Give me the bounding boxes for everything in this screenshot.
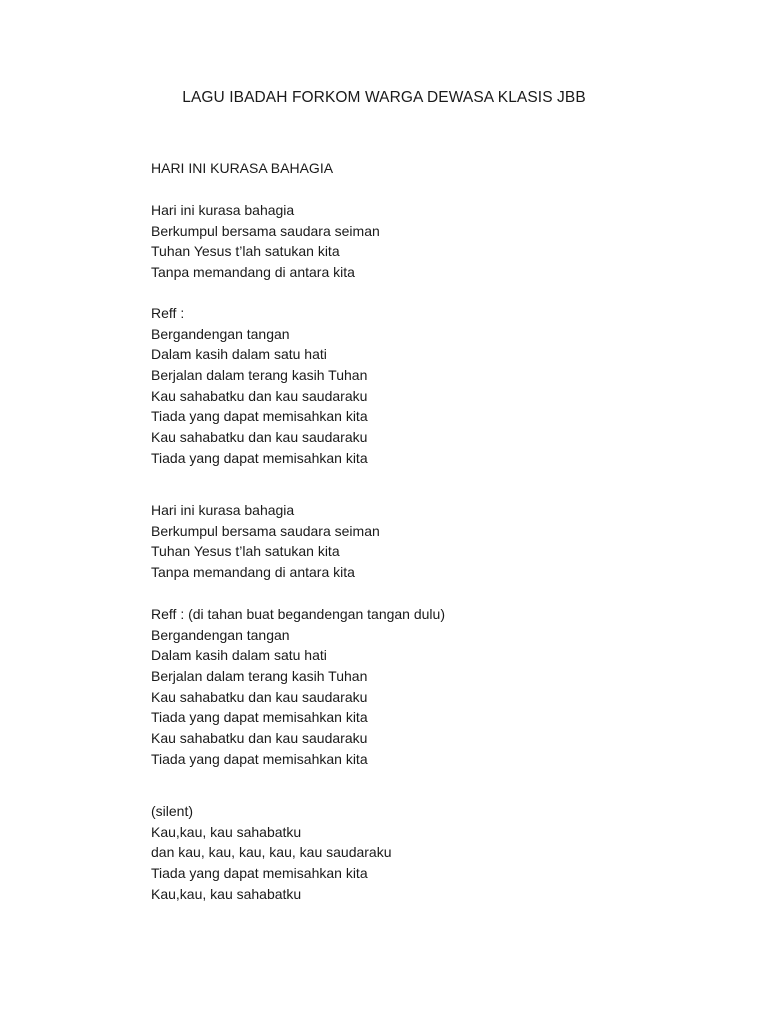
lyric-line: dan kau, kau, kau, kau, kau saudaraku [151, 844, 392, 861]
lyric-line: Reff : (di tahan buat begandengan tangan dulu) [151, 606, 445, 622]
lyric-line: (silent) [151, 803, 194, 819]
lyric-line: Berkumpul bersama saudara seiman [151, 522, 380, 539]
lyric-line: Kau sahabatku dan kau saudaraku [151, 387, 368, 404]
lyric-line: Tuhan Yesus t’lah satukan kita [151, 543, 340, 560]
lyric-line: Tuhan Yesus t’lah satukan kita [151, 243, 340, 260]
lyric-line: Tanpa memandang di antara kita [151, 264, 355, 281]
lyric-line: Kau,kau, kau sahabatku [151, 823, 302, 840]
lyric-line: Berjalan dalam terang kasih Tuhan [151, 668, 368, 685]
lyric-line: Tiada yang dapat memisahkan kita [151, 449, 368, 466]
lyric-line: Kau,kau, kau sahabatku [151, 885, 302, 902]
lyric-line: Kau sahabatku dan kau saudaraku [151, 429, 368, 446]
stanza-silent-ending [151, 801, 392, 904]
lyric-line: Kau sahabatku dan kau saudaraku [151, 688, 368, 705]
lyric-line: Tiada yang dapat memisahkan kita [151, 750, 368, 767]
lyric-line: Dalam kasih dalam satu hati [151, 346, 327, 363]
stanza-verse-1 [151, 200, 380, 283]
lyric-line: Tiada yang dapat memisahkan kita [151, 865, 368, 882]
lyric-line: Berkumpul bersama saudara seiman [151, 222, 380, 239]
stanza-verse-2 [151, 500, 380, 583]
lyric-line: Hari ini kurasa bahagia [151, 202, 295, 218]
stanza-chorus-1 [151, 303, 368, 469]
lyric-line: Tiada yang dapat memisahkan kita [151, 709, 368, 726]
lyric-line: Berjalan dalam terang kasih Tuhan [151, 367, 368, 384]
document-title: LAGU IBADAH FORKOM WARGA DEWASA KLASIS JBB [182, 89, 586, 106]
lyric-line: Dalam kasih dalam satu hati [151, 647, 327, 664]
lyric-line: Hari ini kurasa bahagia [151, 502, 295, 518]
lyric-line: Bergandengan tangan [151, 325, 290, 342]
song-title: HARI INI KURASA BAHAGIA [151, 160, 334, 176]
lyric-line: Kau sahabatku dan kau saudaraku [151, 730, 368, 747]
lyric-line: Bergandengan tangan [151, 626, 290, 643]
lyric-line: Tanpa memandang di antara kita [151, 564, 355, 581]
lyric-line: Tiada yang dapat memisahkan kita [151, 408, 368, 425]
lyric-line: Reff : [151, 305, 185, 321]
stanza-chorus-2 [151, 604, 445, 770]
